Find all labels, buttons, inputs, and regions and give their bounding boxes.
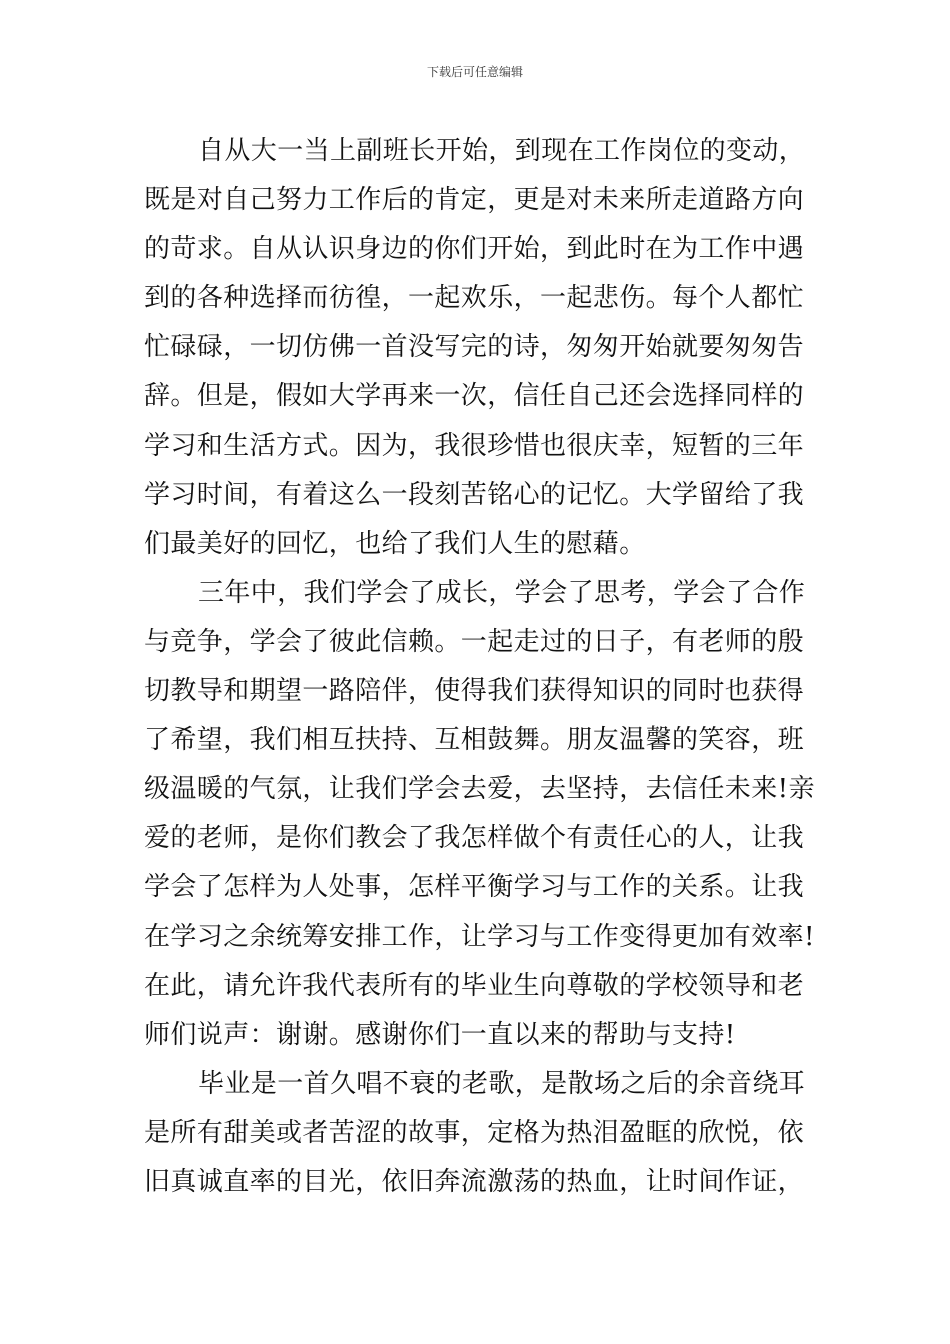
text-line: 了希望，我们相互扶持、互相鼓舞。朋友温馨的笑容，班 [144,725,805,756]
text-line: 与竞争，学会了彼此信赖。一起走过的日子，有老师的殷 [144,626,805,657]
text-line: 师们说声：谢谢。感谢你们一直以来的帮助与支持! [144,1019,736,1050]
text-line: 学习和生活方式。因为，我很珍惜也很庆幸，短暂的三年 [144,430,805,461]
text-line: 学习时间，有着这么一段刻苦铭心的记忆。大学留给了我 [144,479,805,510]
text-line: 切教导和期望一路陪伴，使得我们获得知识的同时也获得 [144,676,805,707]
page-header: 下载后可任意编辑 [426,65,523,79]
text-line: 们最美好的回忆，也给了我们人生的慰藉。 [144,528,646,559]
text-line: 在学习之余统筹安排工作，让学习与工作变得更加有效率! [144,921,815,952]
text-line: 既是对自己努力工作后的肯定，更是对未来所走道路方向 [144,185,805,216]
text-line: 级温暖的气氛，让我们学会去爱，去坚持，去信任未来!亲 [144,774,815,805]
text-line: 忙碌碌，一切仿佛一首没写完的诗，匆匆开始就要匆匆告 [144,332,805,363]
text-line: 学会了怎样为人处事，怎样平衡学习与工作的关系。让我 [144,872,805,903]
text-line: 的苛求。自从认识身边的你们开始，到此时在为工作中遇 [144,234,805,265]
text-line: 三年中，我们学会了成长，学会了思考，学会了合作 [198,577,806,608]
text-line: 是所有甜美或者苦涩的故事，定格为热泪盈眶的欣悦，依 [144,1117,805,1148]
text-line: 自从大一当上副班长开始，到现在工作岗位的变动， [198,136,806,166]
document-body [144,127,815,1207]
text-line: 到的各种选择而彷徨，一起欢乐，一起悲伤。每个人都忙 [144,283,805,314]
text-line: 在此，请允许我代表所有的毕业生向尊敬的学校领导和老 [144,970,805,1001]
text-line: 爱的老师，是你们教会了我怎样做个有责任心的人，让我 [144,823,805,854]
text-line: 辞。但是，假如大学再来一次，信任自己还会选择同样的 [144,381,805,412]
text-line: 毕业是一首久唱不衰的老歌，是散场之后的余音绕耳 [198,1068,806,1099]
text-line: 旧真诚直率的目光，依旧奔流激荡的热血，让时间作证， [144,1166,805,1197]
